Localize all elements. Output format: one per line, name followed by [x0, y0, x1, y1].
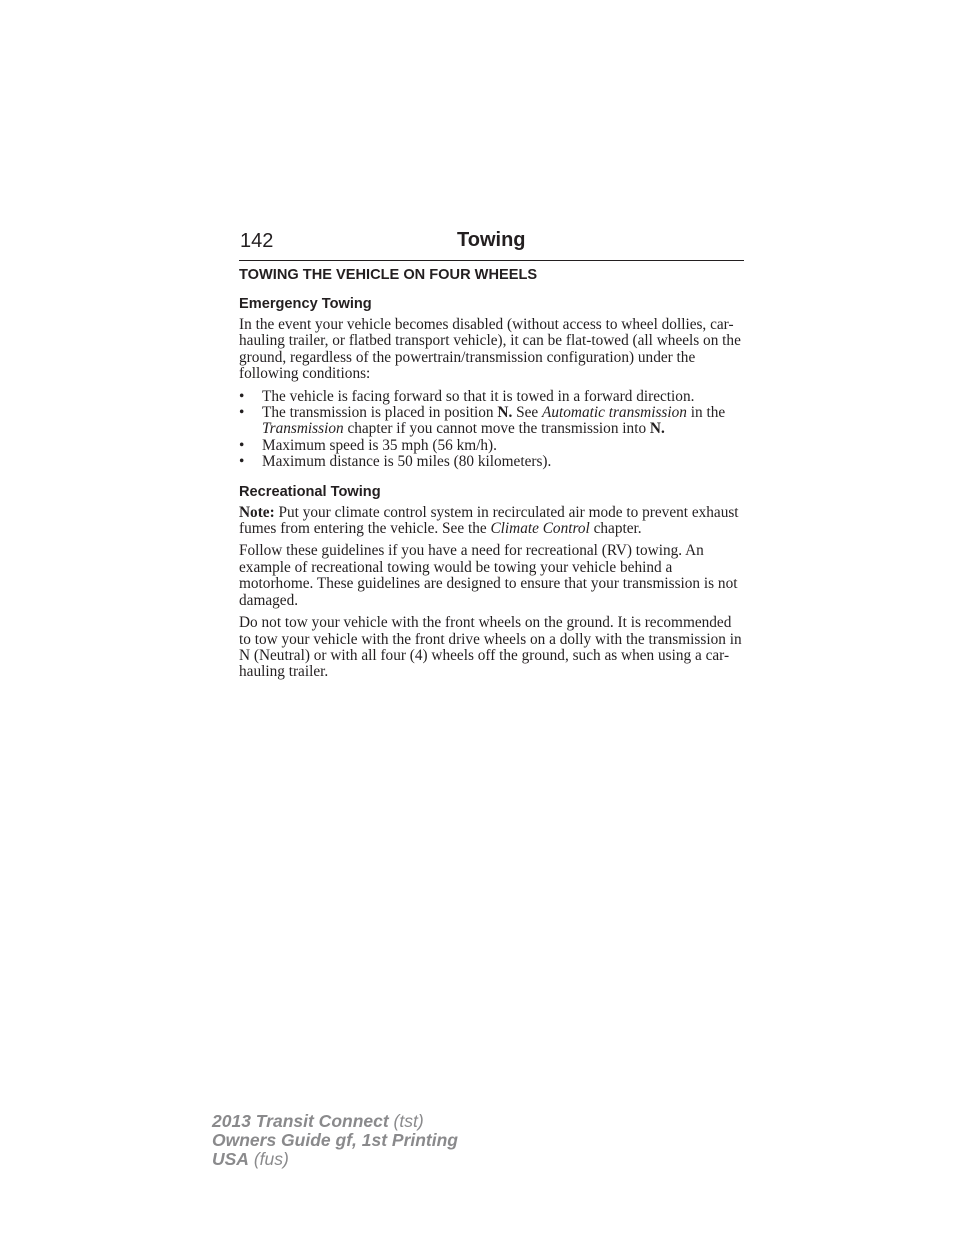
page-number: 142: [240, 230, 274, 252]
section-title: TOWING THE VEHICLE ON FOUR WHEELS: [239, 267, 538, 283]
cross-reference: Automatic transmission: [542, 404, 687, 422]
note-label: Note:: [239, 503, 275, 521]
conditions-list: [239, 389, 744, 471]
emergency-towing-heading: Emergency Towing: [239, 296, 372, 312]
list-item: • Maximum speed is 35 mph (56 km/h).: [239, 436, 497, 454]
document-footer: [212, 1112, 458, 1169]
emergency-intro: In the event your vehicle becomes disabled (without access to wheel dollies, car-hauling trailer, or flatbed transport vehicle), it can be flat-towed (all wheels on the ground, regardless of the powertrain/transmission configuration) under the following conditions:: [239, 316, 741, 383]
note-paragraph: Note: Put your climate control system in recirculated air mode to prevent exhaust fumes from entering the vehicle. See the Climate Control chapter.: [239, 503, 739, 538]
page-header: [239, 228, 744, 261]
cross-reference: Transmission: [262, 420, 344, 438]
recreational-towing-heading: Recreational Towing: [239, 483, 381, 500]
footer-line: 2013 Transit Connect (tst): [212, 1111, 424, 1131]
list-item: • Maximum distance is 50 miles (80 kilometers).: [239, 453, 552, 471]
front-wheels-paragraph: Do not tow your vehicle with the front wheels on the ground. It is recommended to tow your vehicle with the front drive wheels on a dolly with the transmission in N (Neutral) or with all four (4) wheels off the ground, such as when using a car-hauling trailer.: [239, 614, 742, 681]
guidelines-paragraph: Follow these guidelines if you have a need for recreational (RV) towing. An example of recreational towing would be towing your vehicle behind a motorhome. These guidelines are designed to ensure that your transmission is not damaged.: [239, 542, 738, 609]
bullet-icon: •: [239, 453, 245, 471]
bullet-icon: •: [239, 387, 245, 405]
cross-reference: Climate Control: [490, 520, 590, 538]
bullet-icon: •: [239, 404, 245, 422]
list-item: • The vehicle is facing forward so that it is towed in a forward direction.: [239, 387, 695, 405]
footer-line: Owners Guide gf, 1st Printing: [212, 1130, 458, 1150]
chapter-title: Towing: [457, 229, 526, 251]
bullet-icon: •: [239, 436, 245, 454]
footer-line: USA (fus): [212, 1149, 289, 1169]
list-item: • The transmission is placed in position N. See Automatic transmission in the Transmission chapter if you cannot move the transmission into N.: [239, 404, 726, 438]
main-content: [239, 266, 744, 687]
